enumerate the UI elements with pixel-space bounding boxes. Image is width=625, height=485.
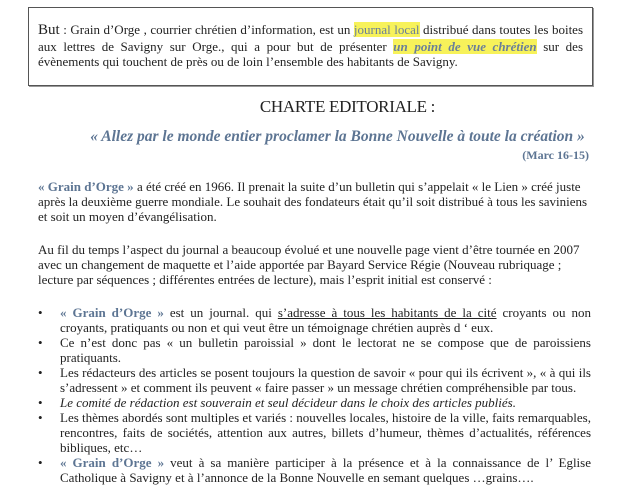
bullet-icon: •	[38, 335, 43, 350]
journal-name: « Grain d’Orge »	[38, 179, 134, 194]
purpose-text-2: distribué dans toutes les boites aux lettres de Savigny sur Orge., qui a pour but de présenter	[38, 22, 584, 54]
bullet-icon: •	[38, 410, 43, 425]
item-text: est un journal. qui	[163, 305, 278, 320]
history-text: a été créé en 1966. Il prenait la suite d’un bulletin qui s’appelait « le Lien » créé juste après la deuxième guerre mondiale. Le souhait des fondateurs était qu’il soit distribué à tous les saviniens et soit un moyen d’évangélisation.	[38, 179, 588, 224]
list-item	[38, 395, 591, 410]
list-item	[38, 410, 591, 455]
purpose-label: But	[38, 22, 60, 38]
highlight-point-de-vue: un point de vue chrétien	[393, 38, 537, 54]
list-item	[38, 455, 591, 485]
item-text: Les rédacteurs des articles se posent toujours la question de savoir « pour qui ils écrivent », « à qui ils s’adressent » et comment ils peuvent « faire passer » un message chrétien compréhensible par tous.	[60, 365, 591, 395]
charter-list	[38, 305, 591, 485]
purpose-text	[38, 22, 583, 70]
purpose-text-1: Grain d’Orge , courrier chrétien d’information, est un	[70, 22, 354, 37]
list-item	[38, 335, 591, 365]
item-text: veut à sa manière participer à la présence et à la connaissance de l’ Eglise Catholique à Savigny et à l’annonce de la Bonne Nouvelle en semant quelques …grains….	[60, 455, 591, 485]
list-item	[38, 365, 591, 395]
purpose-text-3: sur des évènements qui touchent de près ou de loin l’ensemble des habitants de Savigny.	[38, 38, 584, 69]
quote-reference: (Marc 16-15)	[522, 148, 589, 162]
journal-name: « Grain d’Orge »	[60, 305, 164, 320]
purpose-box	[28, 7, 593, 86]
history-paragraph	[38, 179, 598, 224]
bullet-icon: •	[38, 455, 43, 470]
page-title: CHARTE EDITORIALE :	[259, 97, 436, 116]
bullet-icon: •	[38, 395, 43, 410]
bible-quote: « Allez par le monde entier proclamer la Bonne Nouvelle à toute la création »	[90, 128, 585, 145]
item-text: croyants ou non croyants, pratiquants ou non et qui veut être un témoignage chrétien auprès d ‘ eux.	[60, 305, 591, 335]
underlined-text: s’adresse à tous les habitants de la cité	[277, 305, 497, 320]
highlight-journal-local: journal local	[353, 22, 420, 37]
item-text: Le comité de rédaction est souverain et seul décideur dans le choix des articles publiés.	[60, 395, 516, 410]
journal-name: « Grain d’Orge »	[60, 455, 165, 470]
bullet-icon: •	[38, 305, 43, 320]
purpose-sep: :	[59, 22, 71, 37]
evolution-paragraph: Au fil du temps l’aspect du journal a beaucoup évolué et une nouvelle page vient d’être tournée en 2007 avec un changement de maquette et l’aide apportée par Bayard Service Régie (Nouveau rubriquage ; lecture par séquences ; différentes entrées de lecture), mais l’esprit initial est conservé :	[38, 242, 580, 287]
item-text: Ce n’est donc pas « un bulletin paroissial » dont le lectorat ne se compose que de paroissiens pratiquants.	[60, 335, 591, 365]
item-text: Les thèmes abordés sont multiples et variés : nouvelles locales, histoire de la ville, faits remarquables, rencontres, faits de sociétés, attention aux autres, billets d’humeur, thèmes d’actualités, références bibliques, etc…	[60, 410, 591, 455]
list-item	[38, 305, 591, 335]
bullet-icon: •	[38, 365, 43, 380]
